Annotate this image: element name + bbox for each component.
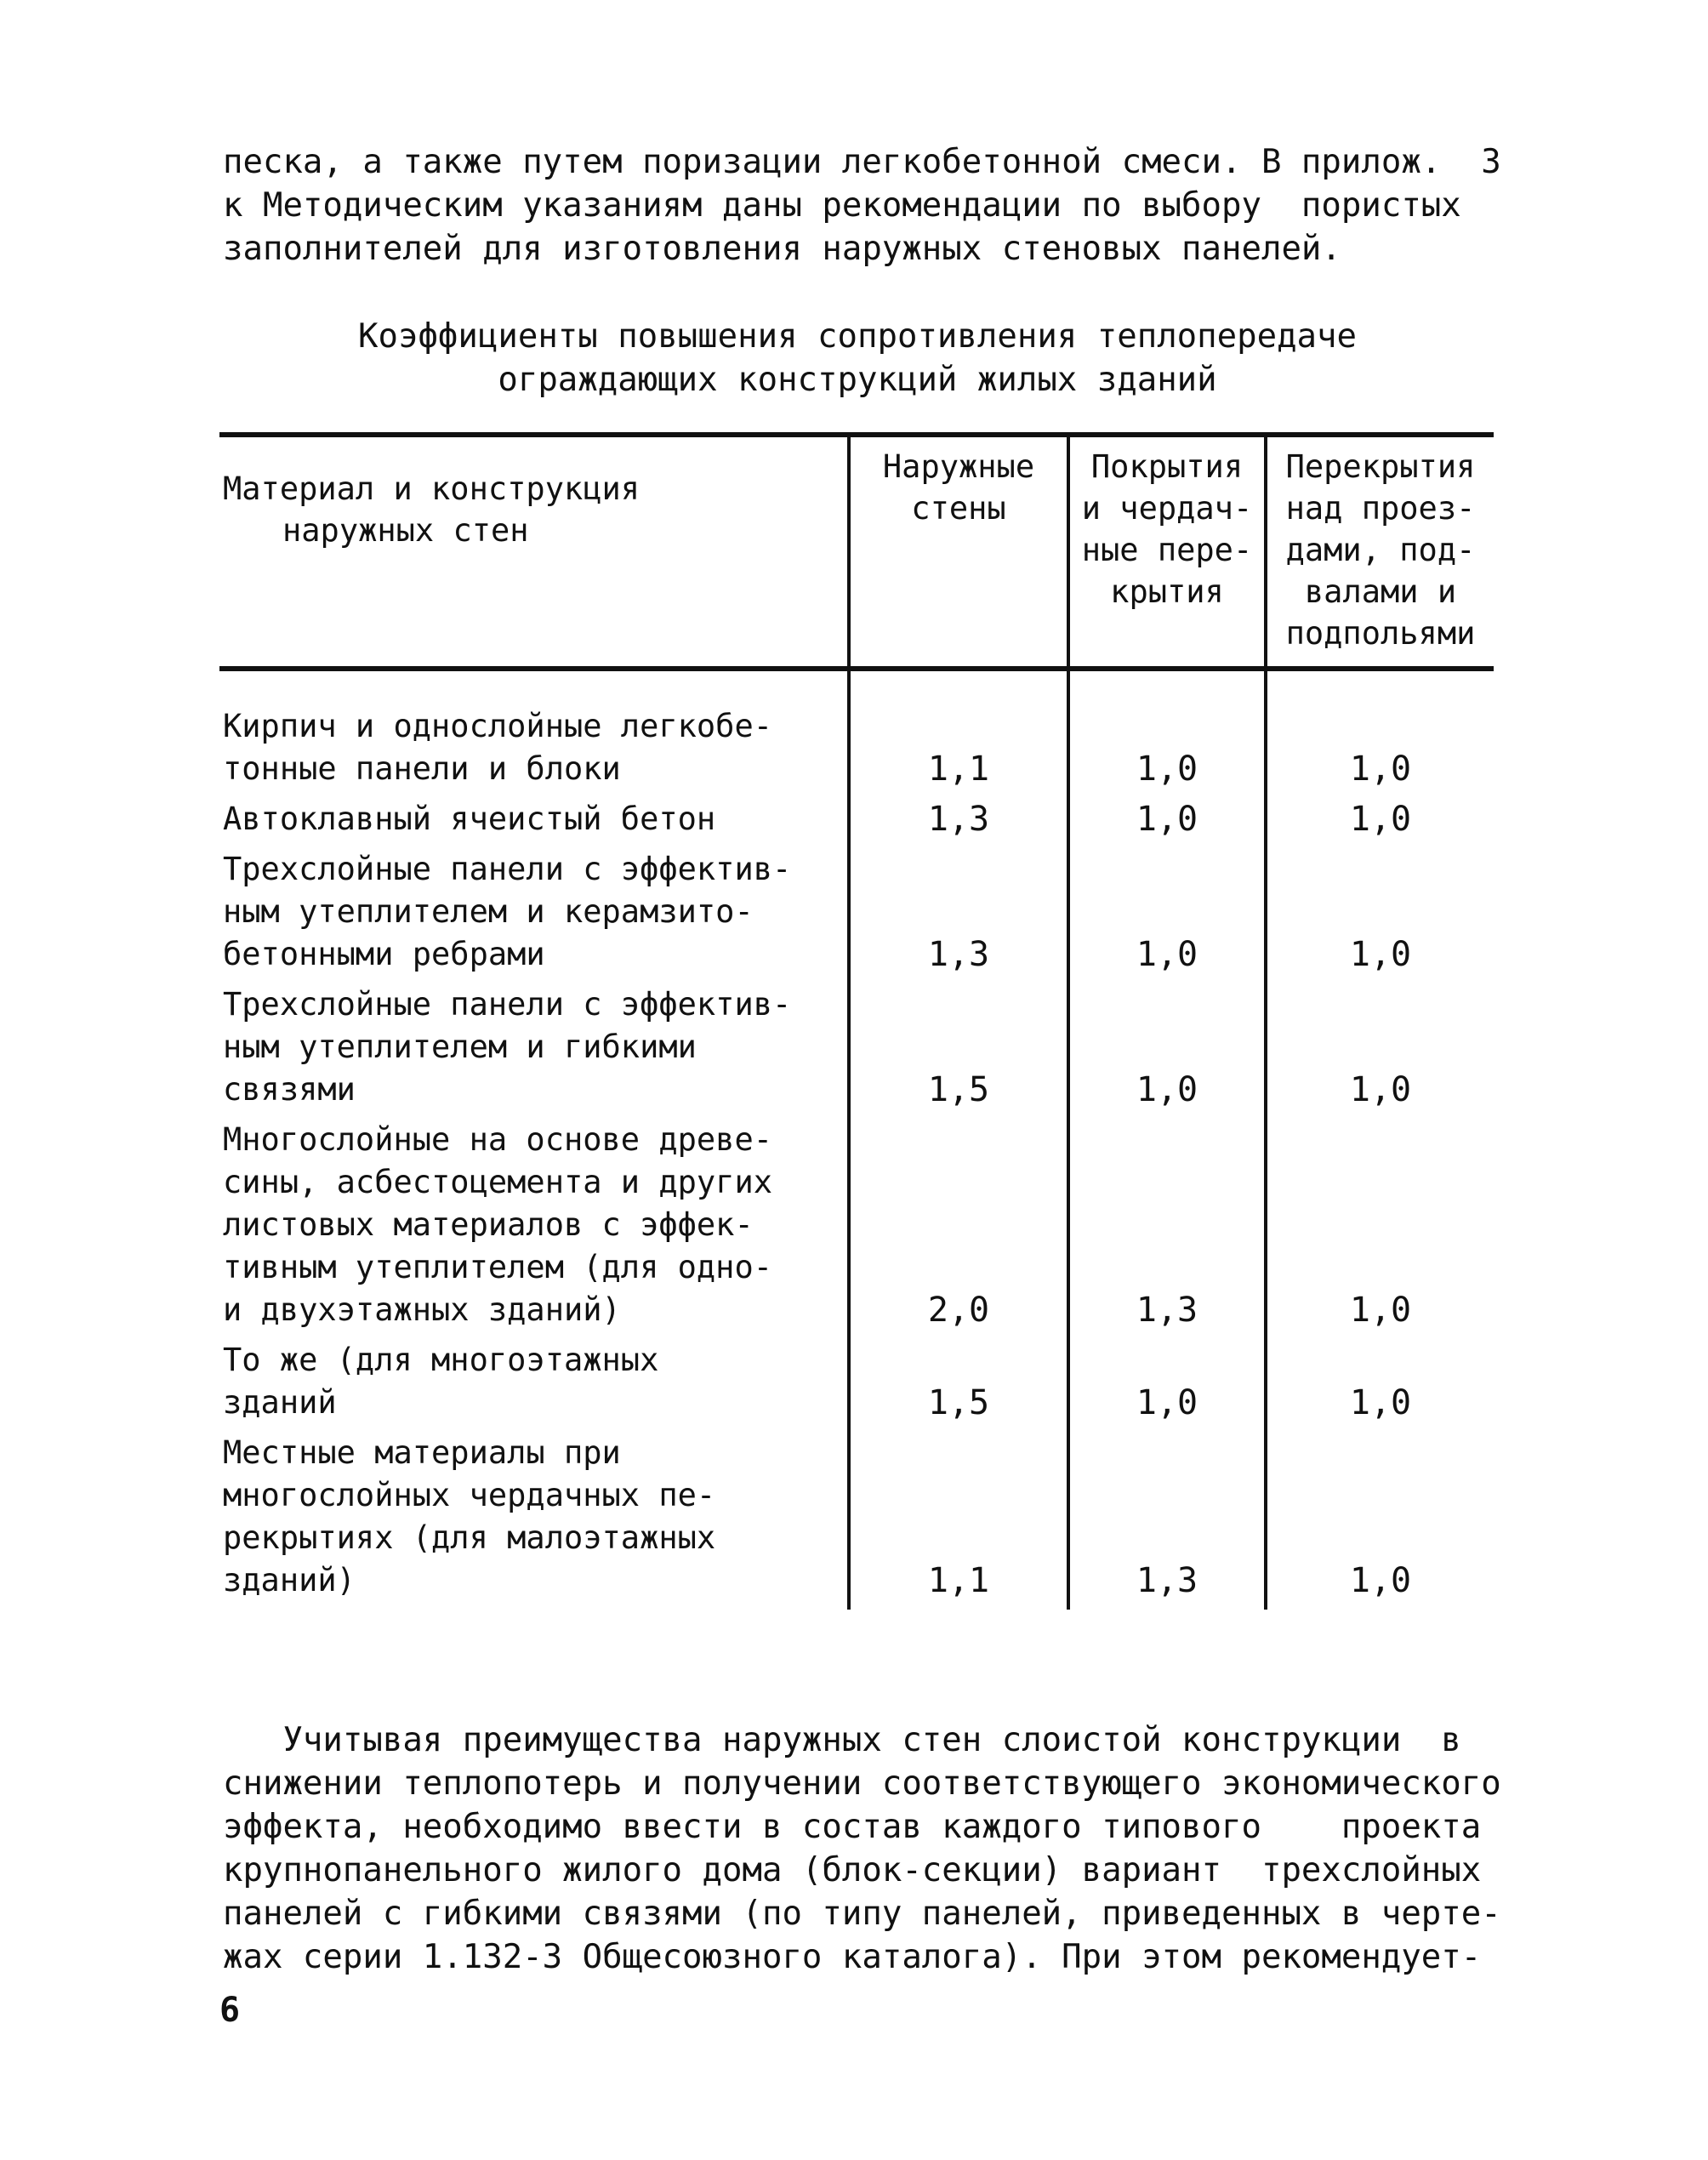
cell-roofs: 1,0 (1068, 669, 1266, 798)
coefficients-table (219, 432, 1494, 1610)
table-row (219, 798, 1494, 848)
table-caption-line: Коэффициенты повышения сопротивления теплопередаче (358, 317, 1357, 356)
cell-roofs: 1,0 (1068, 798, 1266, 848)
cell-roofs: 1,3 (1068, 1432, 1266, 1610)
closing-line: жах серии 1.132-3 Общесоюзного каталога). При этом рекомендует- (223, 1938, 1482, 1976)
table-row (219, 1339, 1494, 1432)
table-row (219, 1432, 1494, 1610)
table-caption (223, 315, 1492, 402)
cell-walls: 1,1 (849, 1432, 1068, 1610)
intro-line: заполнителей для изготовления наружных стеновых панелей. (223, 230, 1341, 268)
intro-line: песка, а также путем поризации легкобетонной смеси. В прилож. 3 (223, 143, 1501, 181)
cell-floors: 1,0 (1266, 848, 1494, 983)
row-material: Многослойные на основе древе- сины, асбестоцемента и других листовых материалов с эффек- тивным утеплителем (для одно- и двухэтажных зданий) (223, 1121, 773, 1328)
row-material: Трехслойные панели с эффектив- ным утеплителем и керамзито- бетонными ребрами (223, 851, 792, 972)
closing-line: эффекта, необходимо ввести в состав каждого типового проекта (223, 1808, 1482, 1846)
cell-floors: 1,0 (1266, 1119, 1494, 1339)
cell-walls: 1,3 (849, 848, 1068, 983)
table-header-row (219, 435, 1494, 669)
cell-floors: 1,0 (1266, 669, 1494, 798)
cell-walls: 1,3 (849, 798, 1068, 848)
cell-walls: 1,1 (849, 669, 1068, 798)
cell-roofs: 1,0 (1068, 848, 1266, 983)
cell-roofs: 1,0 (1068, 983, 1266, 1119)
table-row (219, 983, 1494, 1119)
cell-floors: 1,0 (1266, 1432, 1494, 1610)
cell-floors: 1,0 (1266, 798, 1494, 848)
cell-walls: 2,0 (849, 1119, 1068, 1339)
row-material: То же (для многоэтажных зданий (223, 1342, 659, 1421)
row-material: Трехслойные панели с эффектив- ным утеплителем и гибкими связями (223, 986, 792, 1108)
table-row (219, 848, 1494, 983)
row-material: Автоклавный ячеистый бетон (223, 801, 716, 837)
cell-roofs: 1,3 (1068, 1119, 1266, 1339)
cell-walls: 1,5 (849, 1339, 1068, 1432)
table-caption-line: ограждающих конструкций жилых зданий (498, 361, 1217, 399)
table-row (219, 1119, 1494, 1339)
cell-walls: 1,5 (849, 983, 1068, 1119)
intro-paragraph (223, 140, 1501, 271)
header-floors: Перекрытия над проез- дами, под- валами и подпольями (1266, 435, 1494, 669)
closing-line: панелей с гибкими связями (по типу панелей, приведенных в черте- (223, 1895, 1501, 1933)
header-roofs: Покрытия и чердач- ные пере- крытия (1068, 435, 1266, 669)
cell-roofs: 1,0 (1068, 1339, 1266, 1432)
closing-line: крупнопанельного жилого дома (блок-секции) вариант трехслойных (223, 1851, 1482, 1889)
row-material: Местные материалы при многослойных чердачных пе- рекрытиях (для малоэтажных зданий) (223, 1434, 716, 1599)
cell-floors: 1,0 (1266, 983, 1494, 1119)
closing-paragraph (223, 1718, 1501, 1979)
intro-line: к Методическим указаниям даны рекомендации по выбору пористых (223, 186, 1461, 225)
header-outer-walls: Наружные стены (849, 435, 1068, 669)
page-number: 6 (219, 1991, 241, 2030)
closing-line: Учитывая преимущества наружных стен слоистой конструкции в (223, 1721, 1461, 1759)
row-material: Кирпич и однослойные легкобе- тонные панели и блоки (223, 708, 773, 787)
table-row (219, 669, 1494, 798)
closing-line: снижении теплопотерь и получении соответствующего экономического (223, 1764, 1501, 1803)
cell-floors: 1,0 (1266, 1339, 1494, 1432)
header-material: Материал и конструкция наружных стен (219, 435, 849, 669)
